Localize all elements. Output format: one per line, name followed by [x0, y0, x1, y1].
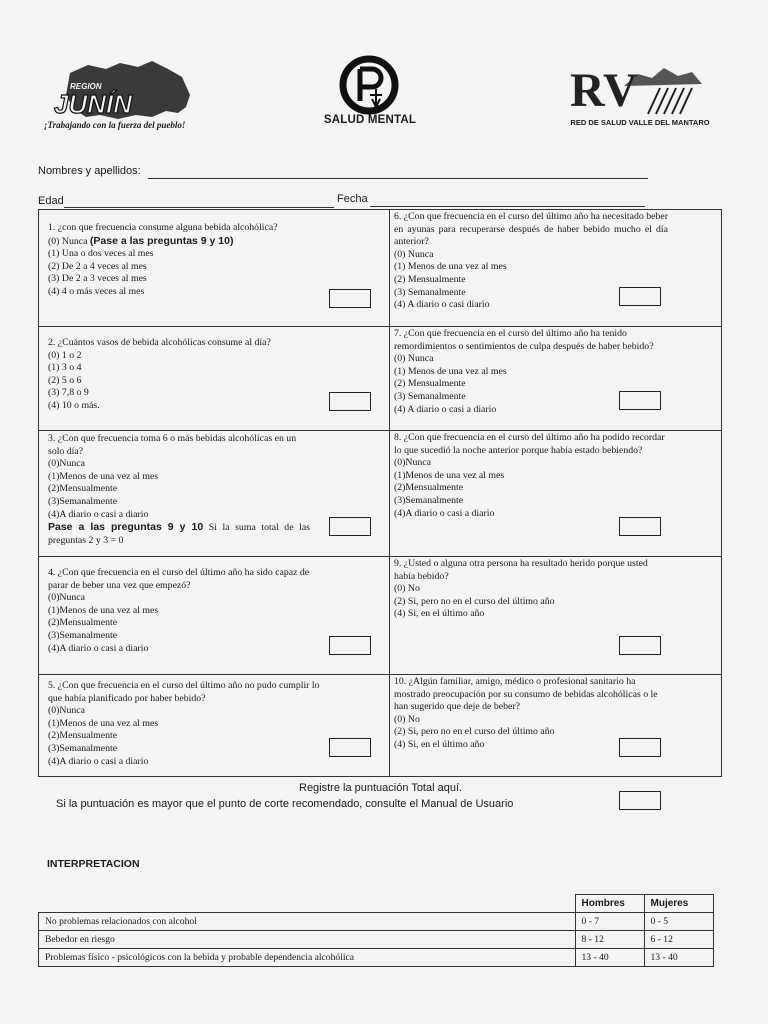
option: (0) No	[394, 713, 420, 725]
option: (3) Semanalmente	[394, 390, 466, 402]
question-text: 1. ¿con que frecuencia consume alguna bebida alcohólica?	[48, 222, 278, 233]
question-1	[48, 222, 378, 299]
option: (4)A diario o casi a diario	[394, 507, 495, 519]
grid-divider	[389, 209, 390, 777]
option: (1) Una o dos veces al mes	[48, 248, 154, 260]
option: (0) 1 o 2	[48, 349, 82, 361]
score-box-q9[interactable]	[619, 636, 661, 655]
option: (3)Semanalmente	[394, 494, 464, 506]
header-spacer	[39, 895, 576, 913]
option-text: (0) Nunca	[48, 235, 88, 247]
women-range: 6 - 12	[644, 931, 713, 949]
option: (0)Nunca	[48, 705, 85, 717]
table-row	[39, 949, 714, 967]
question-4	[48, 567, 320, 655]
table-header-row	[39, 895, 714, 913]
skip-note: (Pase a las preguntas 9 y 10)	[89, 234, 234, 247]
option: (4) A diario o casi a diario	[394, 403, 497, 415]
score-box-q6[interactable]	[619, 287, 661, 306]
question-9	[394, 558, 668, 621]
option: (1)Menos de una vez al mes	[48, 604, 159, 616]
age-label: Edad	[38, 195, 64, 207]
option: (2) De 2 a 4 veces al mes	[48, 260, 147, 272]
option: (1) Menos de una vez al mes	[394, 365, 507, 377]
skip-condition: Si la suma total de las preguntas 2 y 3 = 0	[48, 522, 310, 546]
score-box-q3[interactable]	[329, 517, 371, 536]
total-instruction: Registre la puntuación Total aquí.	[299, 782, 463, 794]
skip-instruction	[48, 521, 310, 547]
option: (2)Mensualmente	[48, 483, 118, 495]
score-box-q8[interactable]	[619, 517, 661, 536]
question-text: 2. ¿Cuántos vasos de bebida alcohólicas consume al día?	[48, 337, 271, 348]
option: (2) Si, pero no en el curso del último año	[394, 595, 555, 607]
question-text: 8. ¿Con que frecuencia en el curso del último año ha podido recordar lo que sucedió la noche anterior porque había estado bebiendo?	[394, 432, 665, 456]
option: (4) Si, en el último año	[394, 738, 485, 750]
name-label: Nombres y apellidos:	[38, 165, 141, 177]
option: (1) Menos de una vez al mes	[394, 261, 507, 273]
question-text: 9. ¿Usted o alguna otra persona ha resultado herido porque usted había bebido?	[394, 558, 648, 582]
region-slogan: ¡Trabajando con la fuerza del pueblo!	[44, 120, 186, 130]
option: (3) De 2 a 3 veces al mes	[48, 273, 147, 285]
region-logo-small-text: REGION	[70, 82, 102, 91]
option: (2) Mensualmente	[394, 378, 466, 390]
score-box-q10[interactable]	[619, 738, 661, 757]
red-salud-logo	[568, 56, 704, 118]
row-label: No problemas relacionados con alcohol	[39, 913, 576, 931]
table-row	[39, 913, 714, 931]
men-range: 0 - 7	[575, 913, 644, 931]
option: (2) Mensualmente	[394, 273, 466, 285]
option: (0) No	[394, 583, 420, 595]
question-text: 7. ¿Con que frecuencia en el curso del último año ha tenido remordimientos o sentimientos de culpa después de haber bebido?	[394, 328, 654, 352]
total-score-box[interactable]	[619, 791, 661, 810]
score-box-q5[interactable]	[329, 738, 371, 757]
question-text: 4. ¿Con que frecuencia en el curso del último año ha sido capaz de parar de beber una vez que empezó?	[48, 567, 310, 591]
option: (2) 5 o 6	[48, 374, 82, 386]
row-divider	[38, 674, 722, 675]
option: (0)Nunca	[48, 592, 85, 604]
option: (1)Menos de una vez al mes	[394, 469, 505, 481]
column-header-women: Mujeres	[644, 895, 713, 913]
date-label: Fecha	[337, 193, 368, 205]
option: (2) Si, pero no en el curso del último año	[394, 726, 555, 738]
option: (0) Nunca	[394, 353, 434, 365]
interpretation-title: INTERPRETACION	[47, 858, 140, 870]
salud-mental-title: SALUD MENTAL	[323, 114, 417, 126]
option: (4) 4 o más veces al mes	[48, 285, 145, 297]
skip-note: Pase a las preguntas 9 y 10	[48, 521, 204, 534]
table-row	[39, 931, 714, 949]
women-range: 13 - 40	[644, 949, 713, 967]
row-divider	[38, 326, 722, 327]
question-3	[48, 433, 310, 547]
option: (1)Menos de una vez al mes	[48, 717, 159, 729]
option: (4)A diario o casi a diario	[48, 642, 149, 654]
salud-mental-logo	[334, 55, 404, 115]
question-8	[394, 432, 668, 520]
red-salud-title: RED DE SALUD VALLE DEL MANTARO	[570, 118, 710, 127]
name-field[interactable]	[148, 178, 648, 179]
option: (4) 10 o más.	[48, 399, 100, 411]
option: (0)Nunca	[394, 457, 431, 469]
option: (3)Semanalmente	[48, 495, 118, 507]
score-box-q1[interactable]	[329, 289, 371, 308]
question-text: 10. ¿Algún familiar, amigo, médico o profesional sanitario ha mostrado preocupación por su consumo de bebidas alcohólicas o le han sugerido que deje de beber?	[394, 676, 658, 713]
score-box-q7[interactable]	[619, 391, 661, 410]
column-header-men: Hombres	[575, 895, 644, 913]
option: (1)Menos de una vez al mes	[48, 470, 159, 482]
row-label: Bebedor en riesgo	[39, 931, 576, 949]
right-logo-letters: RV	[570, 64, 638, 117]
question-text: 3. ¿Con que frecuencia toma 6 o más bebidas alcohólicas en un solo día?	[48, 433, 297, 457]
option: (0) Nunca	[394, 248, 434, 260]
option	[48, 235, 378, 249]
option: (2)Mensualmente	[394, 482, 464, 494]
option: (3)Semanalmente	[48, 742, 118, 754]
row-label: Problemas físico - psicológicos con la bebida y probable dependencia alcohólica	[39, 949, 576, 967]
question-5	[48, 680, 320, 768]
row-divider	[38, 430, 722, 431]
date-field[interactable]	[370, 206, 645, 207]
option: (4) A diario o casi diario	[394, 299, 490, 311]
option: (1) 3 o 4	[48, 362, 82, 374]
option: (4)A diario o casi a diario	[48, 755, 149, 767]
interpretation-table	[38, 894, 714, 967]
option: (3) 7,8 o 9	[48, 387, 89, 399]
option: (0)Nunca	[48, 458, 85, 470]
region-logo-big-text: JUNÍN	[54, 89, 133, 119]
score-box-q2[interactable]	[329, 392, 371, 411]
option: (2)Mensualmente	[48, 730, 118, 742]
option: (4)A diario o casi a diario	[48, 508, 149, 520]
cutoff-instruction: Si la puntuación es mayor que el punto de corte recomendado, consulte el Manual de Usuario	[56, 798, 514, 810]
question-text: 5. ¿Con que frecuencia en el curso del último año no pudo cumplir lo que había planificado por haber bebido?	[48, 680, 320, 704]
row-divider	[38, 556, 722, 557]
men-range: 13 - 40	[575, 949, 644, 967]
age-field[interactable]	[64, 207, 334, 208]
women-range: 0 - 5	[644, 913, 713, 931]
question-text: 6. ¿Con que frecuencia en el curso del último año ha necesitado beber en ayunas para recuperarse después de haber bebido mucho el día anterior?	[394, 211, 668, 248]
option: (3) Semanalmente	[394, 286, 466, 298]
score-box-q4[interactable]	[329, 636, 371, 655]
option: (3)Semanalmente	[48, 629, 118, 641]
option: (4) Si, en el último año	[394, 608, 485, 620]
men-range: 8 - 12	[575, 931, 644, 949]
option: (2)Mensualmente	[48, 617, 118, 629]
